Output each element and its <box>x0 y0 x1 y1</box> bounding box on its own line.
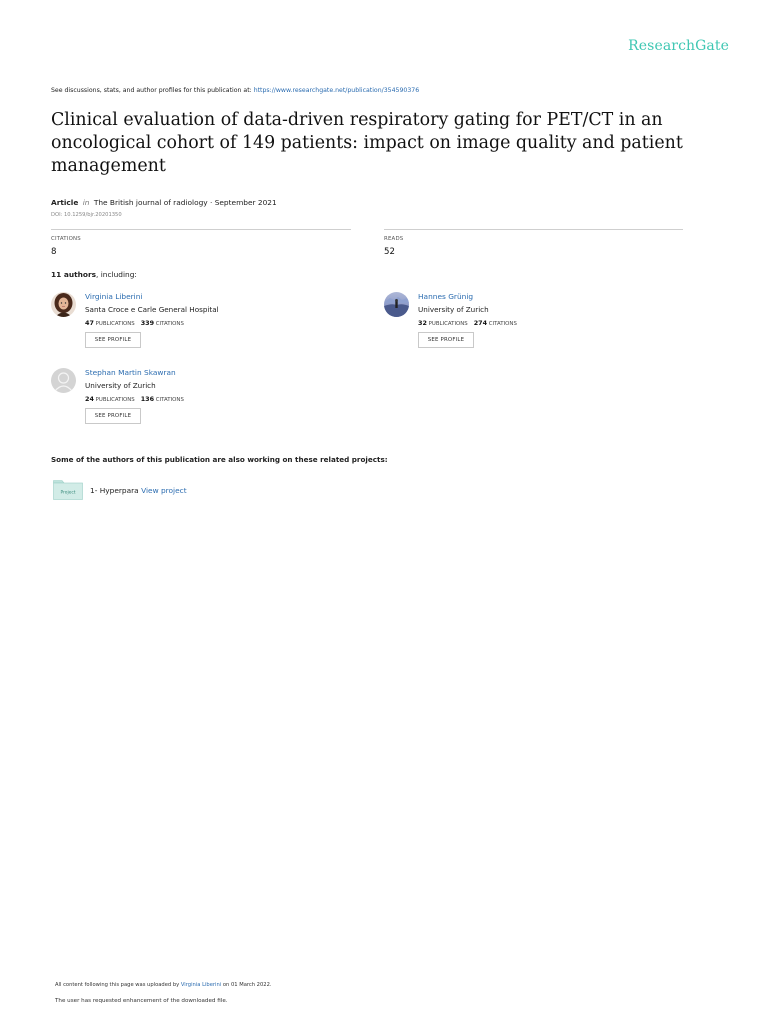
divider-right <box>384 229 683 230</box>
author-photo-icon <box>51 292 76 317</box>
authors-count-suffix: , including: <box>96 270 137 279</box>
author-name[interactable]: Stephan Martin Skawran <box>85 368 176 377</box>
see-profile-button[interactable]: SEE PROFILE <box>418 332 474 348</box>
view-project-link[interactable]: View project <box>141 486 187 495</box>
citations-value: 8 <box>51 247 57 257</box>
author-publications-count: 32 <box>418 319 427 327</box>
project-thumb-label: Project <box>60 490 76 496</box>
researchgate-logo[interactable]: ResearchGate <box>628 38 729 54</box>
publication-url-link[interactable]: https://www.researchgate.net/publication/354590376 <box>253 87 420 94</box>
publications-label: PUBLICATIONS <box>95 397 135 403</box>
author-photo-icon <box>384 292 409 317</box>
author-institution: Santa Croce e Carle General Hospital <box>85 305 219 314</box>
see-profile-button[interactable]: SEE PROFILE <box>85 408 141 424</box>
author-institution: University of Zurich <box>418 305 489 314</box>
avatar[interactable] <box>384 292 409 317</box>
author-card <box>51 292 341 354</box>
avatar[interactable] <box>51 368 76 393</box>
project-thumbnail[interactable] <box>53 480 83 500</box>
uploader-link[interactable]: Virginia Liberini <box>180 982 222 988</box>
author-citations-count: 274 <box>473 319 488 327</box>
related-projects-heading: Some of the authors of this publication are also working on these related projects: <box>51 455 388 464</box>
download-note: The user has requested enhancement of the downloaded file. <box>55 998 228 1004</box>
author-stats <box>85 395 184 403</box>
author-citations-count: 136 <box>140 395 155 403</box>
author-card <box>51 368 341 430</box>
citations-label: CITATIONS <box>155 321 184 327</box>
author-institution: University of Zurich <box>85 381 156 390</box>
upload-note-prefix: All content following this page was uploaded by <box>55 982 181 988</box>
project-item <box>90 486 187 495</box>
author-stats <box>85 319 184 327</box>
see-profile-button[interactable]: SEE PROFILE <box>85 332 141 348</box>
author-citations-count: 339 <box>140 319 155 327</box>
citations-label: CITATIONS <box>155 397 184 403</box>
upload-note-date: on 01 March 2022. <box>221 982 272 988</box>
publications-label: PUBLICATIONS <box>428 321 468 327</box>
author-card <box>384 292 674 354</box>
authors-count: 11 authors <box>51 270 97 279</box>
author-name[interactable]: Virginia Liberini <box>85 292 143 301</box>
author-name[interactable]: Hannes Grünig <box>418 292 474 301</box>
in-label: in <box>82 198 90 207</box>
divider-left <box>51 229 351 230</box>
publication-type: Article <box>51 198 79 207</box>
doi: DOI: 10.1259/bjr.20201350 <box>51 212 122 218</box>
publications-label: PUBLICATIONS <box>95 321 135 327</box>
discussion-notice-text: See discussions, stats, and author profiles for this publication at: <box>51 87 254 94</box>
author-stats <box>418 319 517 327</box>
discussion-notice <box>51 87 419 94</box>
authors-heading <box>51 270 137 279</box>
citations-label: CITATIONS <box>51 236 81 242</box>
publication-meta <box>51 198 277 207</box>
author-publications-count: 47 <box>85 319 94 327</box>
journal-date: The British journal of radiology · September 2021 <box>93 198 277 207</box>
reads-value: 52 <box>384 247 395 257</box>
avatar[interactable] <box>51 292 76 317</box>
author-publications-count: 24 <box>85 395 94 403</box>
reads-label: READS <box>384 236 404 242</box>
citations-label: CITATIONS <box>488 321 517 327</box>
upload-note <box>55 982 272 988</box>
project-folder-icon <box>53 480 83 500</box>
project-name: 1- Hyperpara <box>90 486 142 495</box>
publication-title: Clinical evaluation of data-driven respiratory gating for PET/CT in an oncological cohort of 149 patients: impact on image quality and patient management <box>51 110 683 176</box>
default-avatar-icon <box>51 368 76 393</box>
